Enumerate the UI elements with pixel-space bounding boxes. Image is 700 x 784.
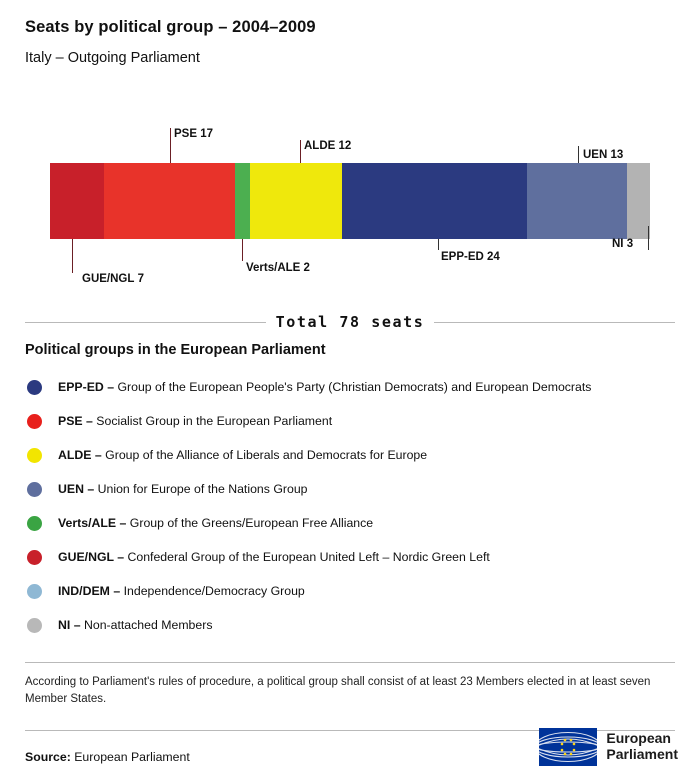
label-alde-name: ALDE [304,140,336,152]
label-uen [583,149,623,161]
label-gue-ngl-name: GUE/NGL [82,273,135,285]
leader-line-alde [300,140,301,163]
bar-segment-ni[interactable] [627,163,650,239]
label-uen-value: 13 [610,149,624,161]
legend-label-uen: UEN – Union for Europe of the Nations Group [58,481,308,496]
source-line [25,750,190,764]
leader-line-verts-ale [242,239,243,261]
legend-label-gue-ngl: GUE/NGL – Confederal Group of the European United Left – Nordic Green Left [58,549,490,564]
legend-dot-ni [27,618,42,633]
leader-line-pse [170,128,171,163]
leader-line-uen [578,146,579,163]
legend-label-ind-dem: IND/DEM – Independence/Democracy Group [58,583,305,598]
legend-dot-pse [27,414,42,429]
legend-dot-ind-dem [27,584,42,599]
legend-item-gue-ngl[interactable] [25,540,675,574]
legend-dot-uen [27,482,42,497]
legend-label-alde: ALDE – Group of the Alliance of Liberals and Democrats for Europe [58,447,428,462]
label-gue-ngl-value: 7 [137,273,144,285]
footnote: According to Parliament's rules of procedure, a political group shall consist of at least 23 Members elected in at least seven Member States. [25,676,651,705]
label-pse [174,128,213,140]
legend-item-epp-ed[interactable] [25,370,675,404]
legend-item-ind-dem[interactable] [25,574,675,608]
label-ni-value: 3 [626,238,634,250]
total-divider-right [434,322,675,323]
seats-bar-chart [0,0,700,300]
legend-label-ni: NI – Non-attached Members [58,617,213,632]
european-parliament-logo [539,728,678,766]
ep-logo-text: European Parliament [606,730,678,762]
bar-segment-pse[interactable] [104,163,235,239]
stacked-bar [50,163,650,239]
bar-segment-uen[interactable] [527,163,627,239]
leader-line-gue-ngl [72,239,73,273]
label-gue-ngl [82,273,144,285]
label-ni [612,238,633,250]
label-verts-ale [246,262,310,274]
label-alde-value: 12 [338,140,352,152]
legend-title: Political groups in the European Parliament [25,342,326,358]
label-epp-ed-value: 24 [487,251,500,263]
total-divider-left [25,322,266,323]
label-epp-ed [441,251,500,263]
label-verts-ale-value: 2 [303,262,310,274]
legend-label-pse: PSE – Socialist Group in the European Parliament [58,413,333,428]
label-epp-ed-name: EPP-ED [441,251,484,263]
bar-segment-verts-ale[interactable] [235,163,250,239]
legend-dot-verts-ale [27,516,42,531]
legend-label-verts-ale: Verts/ALE – Group of the Greens/European Free Alliance [58,515,374,530]
note-divider [25,662,675,663]
label-alde [304,140,351,152]
legend-dot-alde [27,448,42,463]
source-label: Source: [25,750,71,764]
label-ni-name: NI [612,238,624,250]
legend-item-ni[interactable] [25,608,675,642]
label-pse-name: PSE [174,128,198,140]
label-pse-value: 17 [200,128,214,140]
source-value: European Parliament [74,750,190,764]
legend-list [25,370,675,642]
legend-item-verts-ale[interactable] [25,506,675,540]
total-seats-row [25,311,675,333]
total-seats-text: Total 78 seats [275,313,425,331]
legend-item-uen[interactable] [25,472,675,506]
legend-item-alde[interactable] [25,438,675,472]
bar-segment-gue-ngl[interactable] [50,163,104,239]
legend-item-pse[interactable] [25,404,675,438]
leader-line-ni [648,226,649,250]
legend-label-epp-ed: EPP-ED – Group of the European People's Party (Christian Democrats) and European Democrats [58,379,592,394]
leader-line-epp-ed [438,239,439,250]
legend-dot-epp-ed [27,380,42,395]
page-subtitle: Italy – Outgoing Parliament [25,50,200,66]
bar-segment-epp-ed[interactable] [342,163,527,239]
bar-segment-alde[interactable] [250,163,342,239]
label-uen-name: UEN [583,149,608,161]
label-verts-ale-name: Verts/ALE [246,262,301,274]
ep-flag-icon [539,728,597,766]
page-title: Seats by political group – 2004–2009 [25,18,316,36]
legend-dot-gue-ngl [27,550,42,565]
